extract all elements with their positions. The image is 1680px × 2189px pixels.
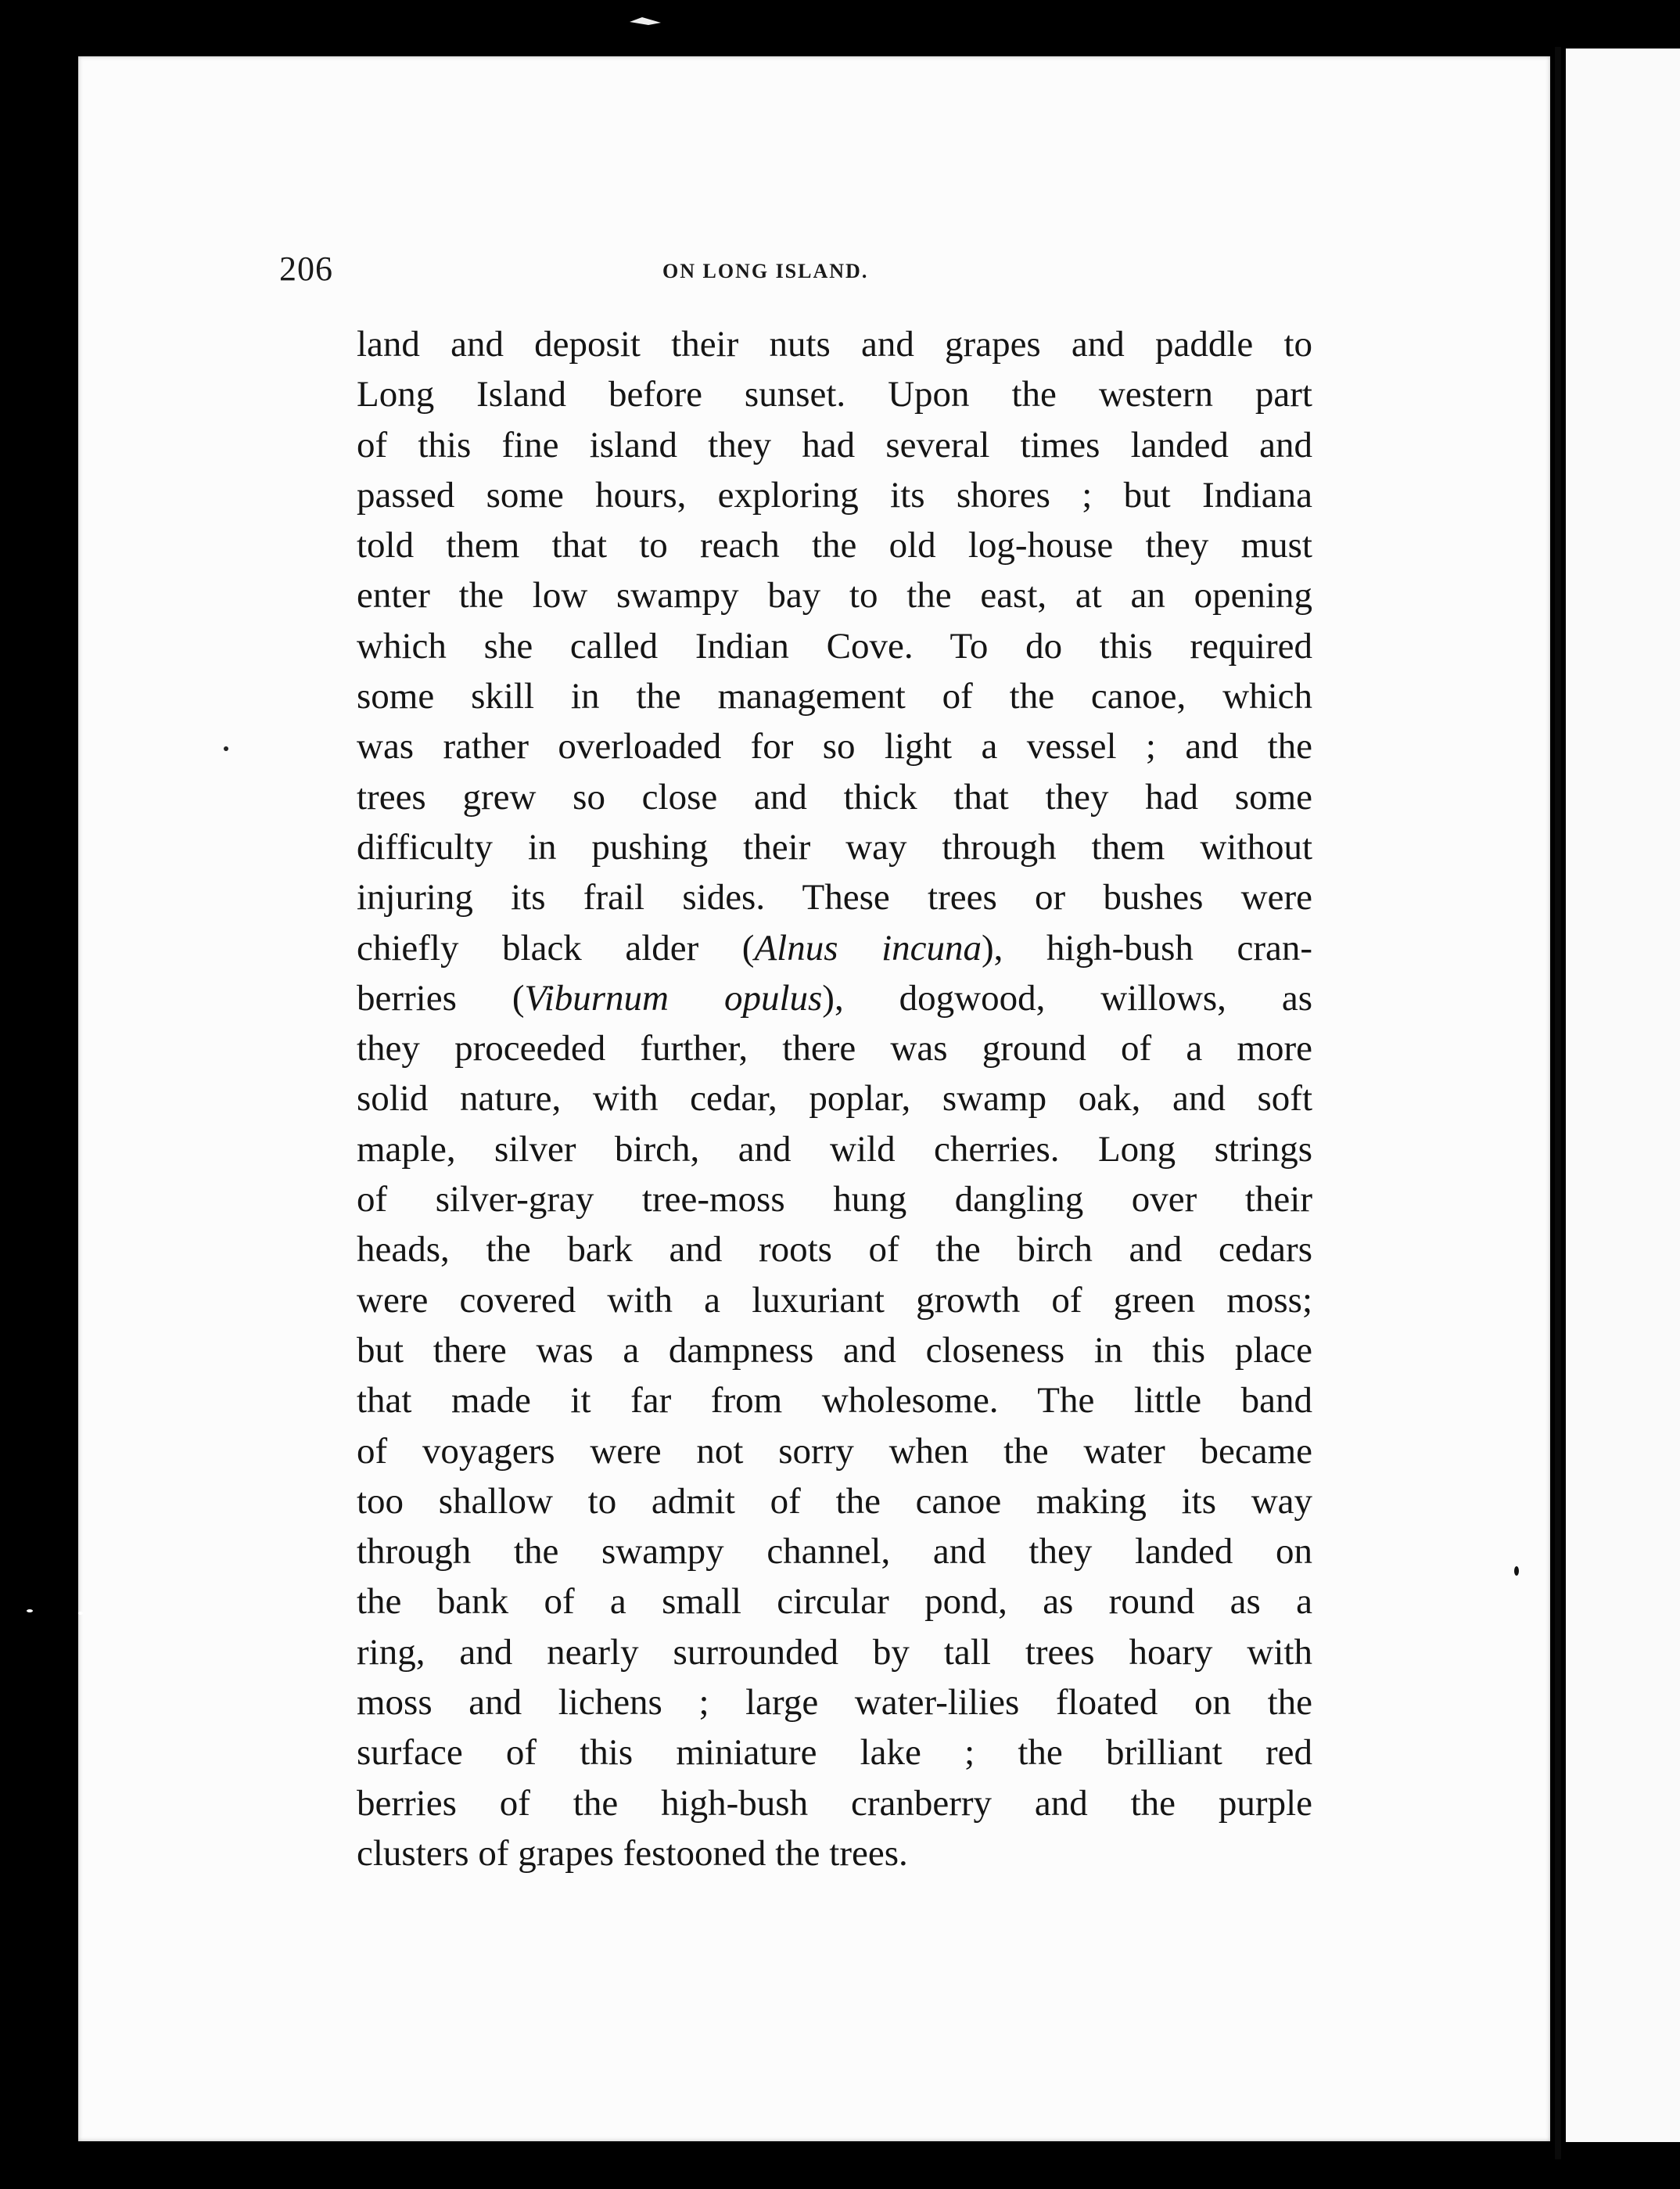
- text-line: enter the low swampy bay to the east, at an opening: [357, 575, 1312, 616]
- scan-speck: [27, 1609, 33, 1612]
- scan-speck: [1514, 1566, 1519, 1576]
- text-line: maple, silver birch, and wild cherries. Long strings: [357, 1128, 1312, 1170]
- text-line: that made it far from wholesome. The little band: [357, 1380, 1312, 1422]
- text-line: of voyagers were not sorry when the water became: [357, 1430, 1312, 1472]
- page-gutter: [1555, 47, 1561, 2159]
- latin-name: Alnus incuna: [754, 927, 982, 969]
- text-segment: berries (: [357, 977, 525, 1019]
- page-body-text: [357, 319, 1312, 1878]
- text-line: difficulty in pushing their way through them without: [357, 826, 1312, 868]
- text-line: trees grew so close and thick that they had some: [357, 776, 1312, 818]
- text-line: Long Island before sunset. Upon the western part: [357, 374, 1312, 415]
- text-line-with-latin-name: [357, 973, 1312, 1023]
- text-line: which she called Indian Cove. To do this required: [357, 625, 1312, 667]
- text-line: too shallow to admit of the canoe making its way: [357, 1480, 1312, 1522]
- text-line: was rather overloaded for so light a vessel ; and the: [357, 726, 1312, 767]
- text-line: heads, the bark and roots of the birch and cedars: [357, 1229, 1312, 1271]
- text-line: but there was a dampness and closeness in this place: [357, 1329, 1312, 1371]
- text-line: were covered with a luxuriant growth of green moss;: [357, 1279, 1312, 1321]
- text-line: they proceeded further, there was ground of a more: [357, 1028, 1312, 1069]
- adjacent-page-edge: [1566, 49, 1680, 2142]
- latin-name: Viburnum opulus: [524, 977, 823, 1019]
- running-head: ON LONG ISLAND.: [662, 260, 869, 282]
- text-segment: ), dogwood, willows, as: [822, 977, 1312, 1019]
- text-line: land and deposit their nuts and grapes and paddle to: [357, 324, 1312, 365]
- text-line: moss and lichens ; large water-lilies floated on the: [357, 1682, 1312, 1724]
- text-segment: ), high-bush cran-: [981, 927, 1312, 969]
- text-line: of this fine island they had several times landed and: [357, 424, 1312, 465]
- text-line: through the swampy channel, and they landed on: [357, 1531, 1312, 1573]
- text-line: passed some hours, exploring its shores ; but Indiana: [357, 474, 1312, 516]
- text-segment: chiefly black alder (: [357, 927, 755, 969]
- text-line: the bank of a small circular pond, as round as a: [357, 1581, 1312, 1623]
- text-line: some skill in the management of the canoe, which: [357, 676, 1312, 717]
- scan-speck: [224, 746, 228, 751]
- text-line: berries of the high-bush cranberry and the purple: [357, 1782, 1312, 1824]
- text-line: of silver-gray tree-moss hung dangling over their: [357, 1179, 1312, 1220]
- text-line: surface of this miniature lake ; the brilliant red: [357, 1732, 1312, 1774]
- page-number: 206: [279, 250, 333, 288]
- text-line-last: clusters of grapes festooned the trees.: [357, 1832, 908, 1874]
- text-line-with-latin-name: [357, 923, 1312, 973]
- text-line: told them that to reach the old log-house they must: [357, 525, 1312, 566]
- scan-artifact: [630, 17, 661, 25]
- text-line: injuring its frail sides. These trees or bushes were: [357, 877, 1312, 918]
- text-line: solid nature, with cedar, poplar, swamp oak, and soft: [357, 1078, 1312, 1120]
- scan-speck: [78, 1612, 83, 1615]
- page-header: [279, 249, 1030, 296]
- text-line: ring, and nearly surrounded by tall trees hoary with: [357, 1631, 1312, 1673]
